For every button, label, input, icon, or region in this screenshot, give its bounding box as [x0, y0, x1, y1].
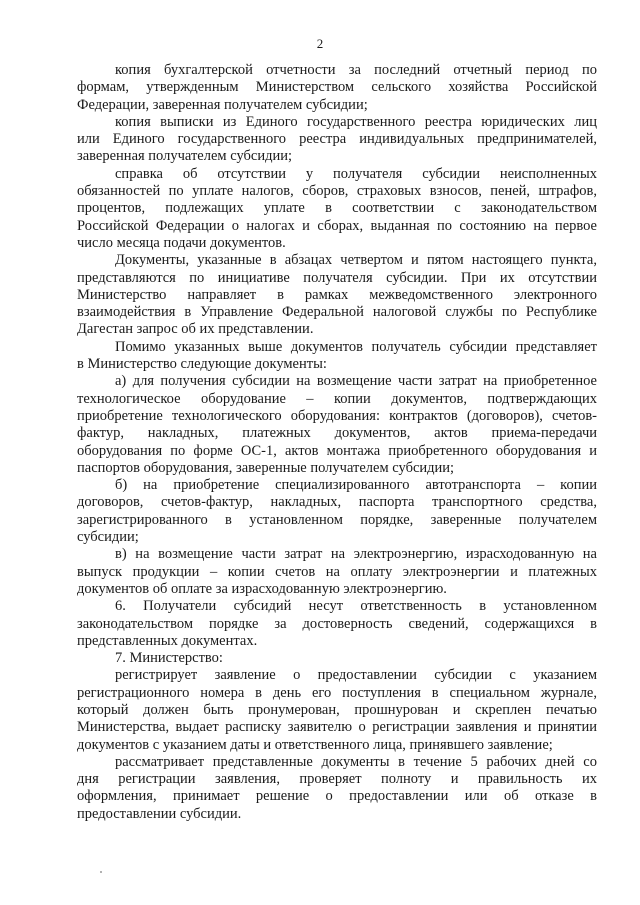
text-line: законодательством порядке за достоверность сведений, содержащихся в [77, 615, 597, 632]
text-line: документов с указанием даты и ответственного лица, принявшего заявление; [77, 736, 553, 753]
text-line: регистрационного номера в день его поступления в специальном журнале, [77, 684, 597, 701]
text-line: который должен быть пронумерован, прошнурован и скреплен печатью [77, 701, 597, 718]
text-line: Федерации, заверенная получателем субсидии; [77, 96, 368, 113]
text-line: Российской Федерации о налогах и сборах, выданная по состоянию на первое [77, 217, 597, 234]
text-line: Министерство направляет в рамках межведомственного электронного [77, 286, 597, 303]
text-line: договоров, счетов-фактур, накладных, паспорта транспортного средства, [77, 494, 597, 511]
paragraph [77, 546, 597, 598]
text-line: зарегистрированного в установленном порядке, заверенные получателем [77, 511, 597, 528]
text-line: субсидии; [77, 529, 139, 546]
text-line: в) на возмещение части затрат на электроэнергию, израсходованную на [115, 546, 597, 563]
text-line: Помимо указанных выше документов получатель субсидии представляет [115, 338, 597, 355]
text-line: заверенная получателем субсидии; [77, 148, 293, 165]
text-line: 7. Министерство: [115, 650, 223, 667]
text-line: число месяца подачи документов. [77, 234, 286, 251]
paragraph [77, 166, 597, 252]
paragraph [77, 598, 597, 650]
text-line: Министерства, выдает расписку заявителю о регистрации заявления и принятии [77, 719, 597, 736]
text-line: справка об отсутствии у получателя субсидии неисполненных [115, 165, 597, 182]
text-line: Документы, указанные в абзацах четвертом и пятом настоящего пункта, [115, 252, 597, 269]
paragraph [77, 252, 597, 338]
text-line: приобретение технологического оборудования: контрактов (договоров), счетов- [77, 407, 597, 424]
paragraph [77, 754, 597, 823]
text-line: 6. Получатели субсидий несут ответственность в установленном [115, 598, 597, 615]
text-line: дня регистрации заявления, проверяет полноту и правильность их [77, 771, 597, 788]
text-line: обязанностей по уплате налогов, сборов, страховых взносов, пеней, штрафов, [77, 183, 597, 200]
paragraph [77, 62, 597, 114]
text-line: технологическое оборудование – копии документов, подтверждающих [77, 390, 597, 407]
text-line: паспортов оборудования, заверенные получателем субсидии; [77, 459, 455, 476]
text-line: выпуск продукции – копии счетов на оплату электроэнергии и платежных [77, 563, 597, 580]
page-number: 2 [316, 36, 324, 51]
text-line: рассматривает представленные документы в течение 5 рабочих дней со [115, 753, 597, 770]
text-line: или Единого государственного реестра индивидуальных предпринимателей, [77, 131, 597, 148]
paragraph [77, 667, 597, 753]
text-line: в Министерство следующие документы: [77, 356, 327, 373]
paragraph [77, 650, 597, 667]
text-line: регистрирует заявление о предоставлении субсидии с указанием [115, 667, 597, 684]
text-line: оборудования по форме ОС-1, актов монтажа приобретенного оборудования и [77, 442, 597, 459]
text-line: процентов, подлежащих уплате в соответствии с законодательством [77, 200, 597, 217]
text-line: представляются по инициативе получателя субсидии. При их отсутствии [77, 269, 597, 286]
paragraph [77, 373, 597, 477]
text-line: б) на приобретение специализированного автотранспорта – копии [115, 477, 597, 494]
text-line: а) для получения субсидии на возмещение части затрат на приобретенное [115, 373, 597, 390]
text-line: Дагестан запрос об их представлении. [77, 321, 314, 338]
text-line: представленных документах. [77, 632, 258, 649]
scan-speck [100, 871, 102, 873]
paragraph [77, 477, 597, 546]
body-text [77, 62, 597, 823]
text-line: фактур, накладных, платежных документов, актов приема-передачи [77, 425, 597, 442]
paragraph [77, 114, 597, 166]
text-line: оформления, принимает решение о предоставлении или об отказе в [77, 788, 597, 805]
text-line: формам, утвержденным Министерством сельского хозяйства Российской [77, 79, 597, 96]
text-line: предоставлении субсидии. [77, 805, 242, 822]
text-line: документов об оплате за израсходованную электроэнергию. [77, 580, 447, 597]
paragraph [77, 339, 597, 374]
text-line: копия выписки из Единого государственного реестра юридических лиц [115, 113, 597, 130]
text-line: копия бухгалтерской отчетности за последний отчетный период по [115, 62, 597, 78]
text-line: взаимодействия в Управление Федеральной налоговой службы по Республике [77, 304, 597, 321]
